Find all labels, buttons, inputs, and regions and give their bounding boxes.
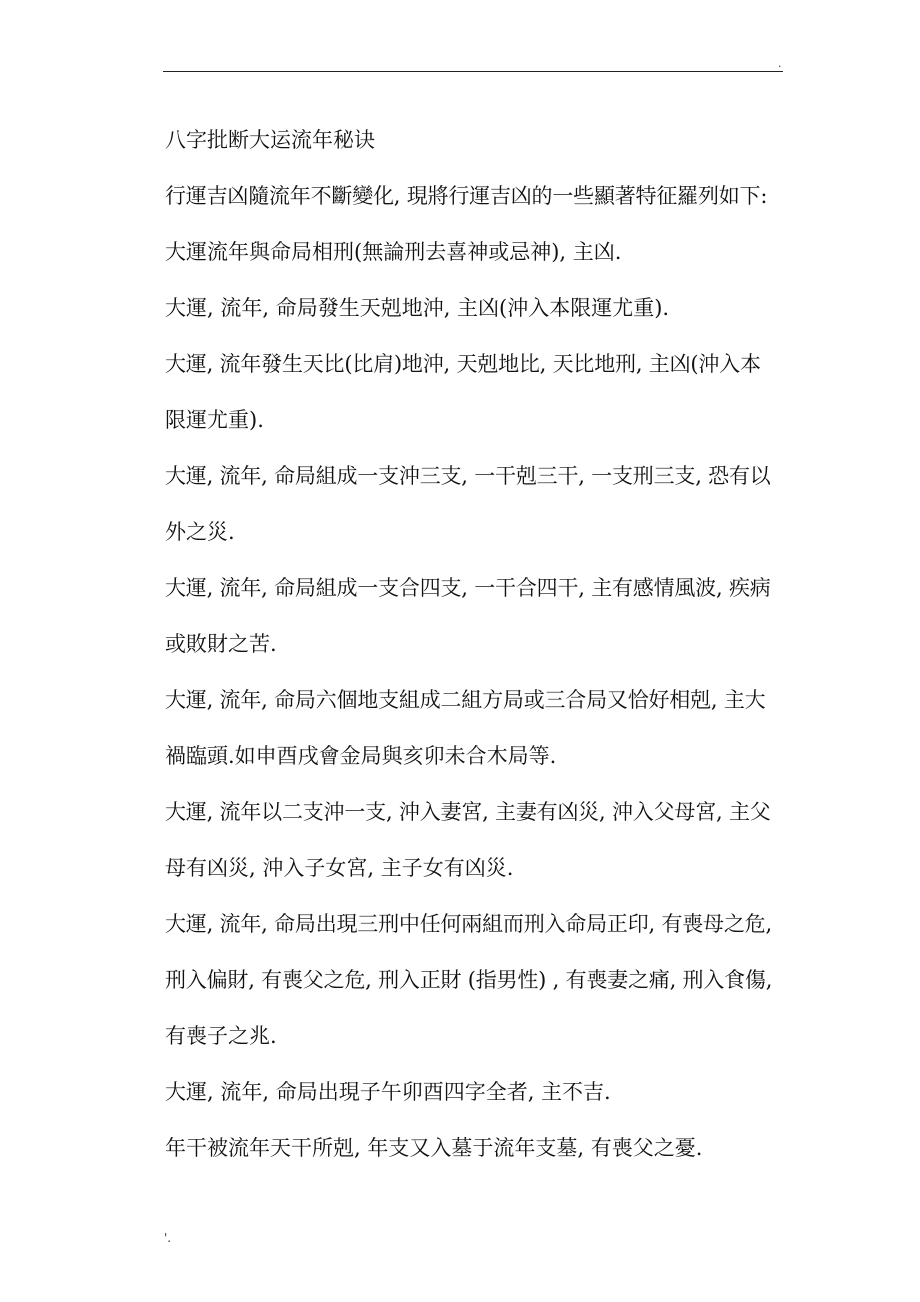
text-line: 或敗財之苦. bbox=[165, 632, 277, 656]
text-line: 大運, 流年, 命局發生天剋地沖, 主凶(沖入本限運尤重). bbox=[165, 296, 670, 320]
text-line: 有喪子之兆. bbox=[165, 1024, 277, 1048]
document-title: 八字批断大运流年秘诀 bbox=[165, 128, 375, 152]
text-line: 大運, 流年, 命局組成一支合四支, 一干合四干, 主有感情風波, 疾病 bbox=[165, 576, 771, 600]
text-line: 大運, 流年, 命局組成一支沖三支, 一干剋三干, 一支刑三支, 恐有以 bbox=[165, 464, 771, 488]
text-line: 限運尤重). bbox=[165, 408, 264, 432]
text-line: 大運流年與命局相刑(無論刑去喜神或忌神), 主凶. bbox=[165, 240, 622, 264]
text-line: 年干被流年天干所剋, 年支又入墓于流年支墓, 有喪父之憂. bbox=[165, 1136, 703, 1160]
text-line: 大運, 流年, 命局出現子午卯酉四字全者, 主不吉. bbox=[165, 1080, 611, 1104]
text-line: 禍臨頭.如申酉戌會金局與亥卯未合木局等. bbox=[165, 744, 557, 768]
header-rule bbox=[163, 71, 783, 72]
text-line: 外之災. bbox=[165, 520, 235, 544]
document-body bbox=[165, 118, 791, 1182]
text-line: 大運, 流年, 命局六個地支組成二組方局或三合局又恰好相剋, 主大 bbox=[165, 688, 766, 712]
text-line: 行運吉凶隨流年不斷變化, 現將行運吉凶的一些顯著特征羅列如下: bbox=[165, 184, 768, 208]
header-mark: . bbox=[778, 57, 782, 70]
text-line: 母有凶災, 沖入子女宮, 主子女有凶災. bbox=[165, 856, 514, 880]
text-line: 刑入偏財, 有喪父之危, 刑入正財 (指男性) , 有喪妻之痛, 刑入食傷, bbox=[165, 968, 773, 992]
text-line: 大運, 流年發生天比(比肩)地沖, 天剋地比, 天比地刑, 主凶(沖入本 bbox=[165, 352, 761, 376]
text-line: 大運, 流年以二支沖一支, 沖入妻宮, 主妻有凶災, 沖入父母宮, 主父 bbox=[165, 800, 771, 824]
footer-mark: '. bbox=[164, 1231, 172, 1245]
text-line: 大運, 流年, 命局出現三刑中任何兩組而刑入命局正印, 有喪母之危, bbox=[165, 912, 772, 936]
